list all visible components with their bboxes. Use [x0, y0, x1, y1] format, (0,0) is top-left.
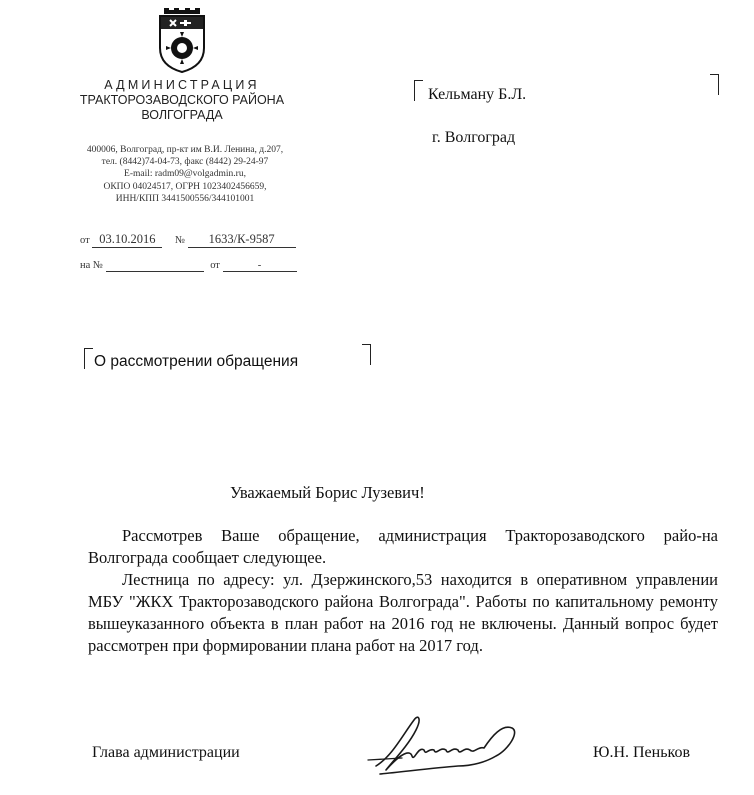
signatory-position: Глава администрации: [92, 744, 240, 761]
handwritten-signature: [362, 706, 538, 782]
subject-corner-right: [362, 344, 371, 365]
contact-line: E-mail: radm09@volgadmin.ru,: [124, 169, 246, 180]
letter-body: [88, 525, 718, 657]
greeting: Уважаемый Борис Лузевич!: [230, 483, 425, 502]
contact-line: ОКПО 04024517, ОГРН 1023402456659,: [103, 181, 267, 192]
subject-line: О рассмотрении обращения: [94, 353, 299, 370]
number-prefix: №: [174, 235, 185, 246]
reference-line: [80, 260, 297, 272]
outgoing-date: 03.10.2016: [92, 232, 162, 248]
signatory-name: Ю.Н. Пеньков: [593, 744, 691, 761]
recipient-corner-right: [710, 74, 719, 95]
contact-line: 400006, Волгоград, пр-кт им В.И. Ленина, д.207,: [86, 145, 284, 155]
org-line: АДМИНИСТРАЦИЯ: [104, 78, 260, 92]
organization-name: [60, 78, 304, 123]
recipient-corner-left: [414, 80, 423, 101]
coat-of-arms-emblem: [154, 8, 210, 74]
contact-line: ИНН/КПП 3441500556/344101001: [115, 193, 255, 204]
ref-prefix: на №: [80, 260, 103, 271]
org-line: ТРАКТОРОЗАВОДСКОГО РАЙОНА: [79, 93, 285, 107]
organization-contacts: [64, 144, 306, 205]
recipient-city: г. Волгоград: [432, 129, 516, 146]
outgoing-number: 1633/К-9587: [188, 232, 296, 248]
ref-from: от: [210, 260, 220, 271]
subject-corner-left: [84, 348, 93, 369]
body-paragraph: Лестница по адресу: ул. Дзержинского,53 находится в оперативном управлении МБУ "ЖКХ Тракторозаводского района Волгограда". Работы по капитальному ремонту вышеуказанного объекта в план работ на 2016 год не включены. Данный вопрос будет рассмотрен при формировании плана работ на 2017 год.: [88, 570, 718, 655]
contact-line: тел. (8442)74-04-73, факс (8442) 29-24-97: [101, 157, 269, 168]
ref-number-blank: [106, 260, 204, 272]
body-paragraph: Рассмотрев Ваше обращение, администрация Тракторозаводского райо-на Волгограда сообщает следующее.: [88, 526, 718, 567]
recipient-name: Кельману Б.Л.: [428, 86, 527, 103]
org-line: ВОЛГОГРАДА: [141, 108, 223, 122]
registration-line: [80, 232, 296, 248]
ref-date: -: [223, 260, 297, 272]
date-prefix: от: [80, 235, 90, 246]
